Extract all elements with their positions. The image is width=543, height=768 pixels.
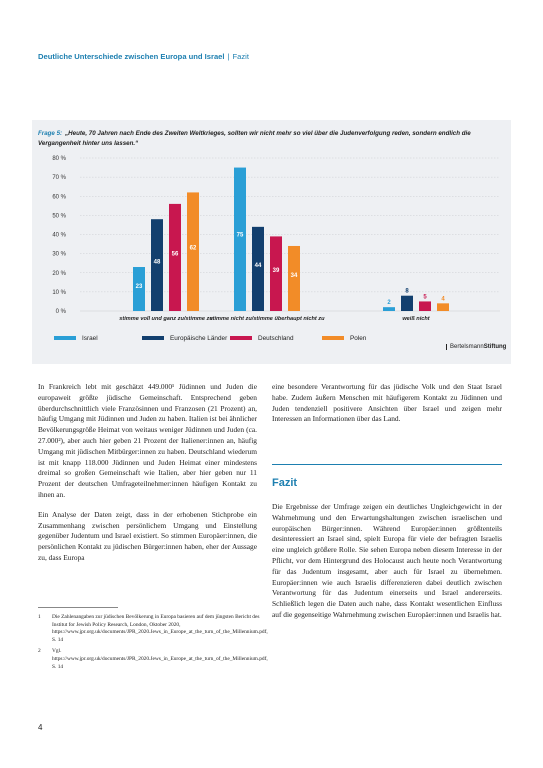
legend-swatch [54,336,76,340]
header-title: Deutliche Unterschiede zwischen Europa und Israel [38,52,225,61]
legend-swatch [322,336,344,340]
footnote [38,614,268,644]
y-tick-label: 80 % [52,156,66,162]
bar [169,204,181,311]
footnote-text: Die Zahlenangaben zur jüdischen Bevölkerung in Europa basieren auf dem jüngsten Bericht des Institut for Jewish Policy Research, London, Oktober 2020, https://www.jpr.org.uk/documents/JPR_2020.Jews_in_Europe_at_the_turn_of_the_Millennium.pdf, S. 14 [52,614,268,643]
y-tick-label: 30 % [52,251,66,258]
bar [234,168,246,311]
data-label: 2 [387,300,391,307]
category-label: stimme voll und ganz zu/stimme zu [119,316,213,322]
legend-label: Polen [350,335,367,342]
section-heading: Fazit [272,477,298,489]
bar-chart [32,150,511,350]
figure-label: Frage 5: [38,130,63,137]
paragraph: In Frankreich lebt mit geschätzt 449.000¹ Jüdinnen und Juden die europaweit größte jüdische Gemeinschaft. Entsprechend geben überdurchschnittlich viele Französinnen und Franzosen (21 Prozent) an, häufig Umgang mit Jüdinnen und Juden zu haben. Italien ist bei ähnlicher Bevölkerungsgröße Heimat von weitaus weniger Jüdinnen und Juden (ca. 27.000²), aber auch hier geben 21 Prozent der Italiener:innen an, häufig Umgang mit jüdischen Mitbürger:innen zu haben. Deutschland wiederum ist mit knapp 118.000 Jüdinnen und Juden Heimat einer mindestens dreimal so großen Gemeinschaft wie Italien, aber hier geben nur 11 Prozent der deutschen Umfrageteilnehmer:innen häufigen Kontakt zu ihnen an. [38,382,257,499]
brand-logo [446,344,506,350]
paragraph: eine besondere Verantwortung für das jüdische Volk und den Staat Israel habe. Zudem äußern Menschen mit häufigerem Kontakt zu Jüdinnen und Juden tendenziell positivere Ansichten über Israel und zeigen mehr Interessen an Informationen über das Land. [272,382,502,424]
legend-swatch [230,336,252,340]
y-tick-label: 40 % [52,232,66,239]
data-label: 5 [423,294,427,301]
section-rule [272,464,502,465]
data-label: 48 [153,259,161,266]
page-number: 4 [38,723,43,732]
data-label: 75 [236,232,244,239]
data-label: 44 [254,263,262,270]
y-tick-label: 60 % [52,194,66,201]
body-column-right [272,382,502,434]
brand-name: Bertelsmann [450,344,484,350]
legend-label: Europäische Länder [170,335,228,342]
footnote-number: 1 [38,614,41,620]
legend-label: Israel [82,335,98,342]
category-label: weiß nicht [402,316,430,322]
data-label: 39 [272,268,280,275]
y-tick-label: 50 % [52,213,66,220]
fazit-column [272,502,502,630]
data-label: 56 [171,251,179,258]
y-tick-label: 10 % [52,289,66,296]
footnote-number: 2 [38,648,41,655]
bar [419,301,431,311]
header-section: Fazit [232,52,249,61]
data-label: 8 [405,288,409,295]
category-label: stimme nicht zu/stimme überhaupt nicht zu [209,316,325,322]
y-tick-label: 20 % [52,270,66,277]
bar [187,192,199,311]
legend-swatch [142,336,164,340]
footnote [38,648,268,671]
bar [383,307,395,311]
paragraph: Ein Analyse der Daten zeigt, dass in der erhobenen Stichprobe ein Zusammenhang zwischen persönlichem Umgang und Einstellung gegenüber Judentum und Israel existiert. So stimmen Europäer:innen, die persönlichen Kontakt zu jüdischen Bürger:innen haben, eher der Aussage zu, dass Europa [38,509,257,562]
footnote-text: Vgl. https://www.jpr.org.uk/documents/JPR_2020.Jews_in_Europe_at_the_turn_of_the_Millennium.pdf, S. 14 [52,648,268,670]
footnote-rule [38,607,118,608]
y-tick-label: 0 % [55,309,66,315]
data-label: 34 [290,273,298,280]
figure-title [38,129,504,149]
paragraph: Die Ergebnisse der Umfrage zeigen ein deutliches Ungleichgewicht in der Wahrnehmung und den Erwartungshaltungen zwischen israelischen und europäischen Bürger:innen. Während Europäer:innen größtenteils desinteressiert an Israel sind, spielt Europa für viele der befragten Israelis eine ungleich größere Rolle. Sie sehen Europa neben diesem Interesse in der Pflicht, vor dem Hintergrund des Holocaust auch heute noch Verantwortung für das Judentum insgesamt, aber auch für Israel zu übernehmen. Europäer:innen wie auch Israelis differenzieren dabei deutlich zwischen Verantwortung für das Judentum einerseits und Israel andererseits. Schließlich legen die Daten auch nahe, dass Kontakt wesentlichen Einfluss auf die gegenseitige Wahrnehmung zwischen Europäer:innen und Israelis hat. [272,502,502,619]
data-label: 4 [441,296,445,303]
bar [401,296,413,311]
legend-label: Deutschland [258,335,294,342]
running-header [38,52,249,61]
data-label: 23 [135,284,143,291]
brand-name-bold: Stiftung [483,344,507,350]
data-label: 62 [189,245,197,252]
header-separator: | [227,52,230,61]
bar [437,303,449,311]
y-tick-label: 70 % [52,175,66,182]
figure-question: „Heute, 70 Jahren nach Ende des Zweiten Weltkrieges, sollten wir nicht mehr so viel über die Judenverfolgung reden, sondern endlich die Vergangenheit hinter uns lassen.“ [38,130,471,147]
body-column-left [38,382,257,573]
footnotes [38,614,268,675]
